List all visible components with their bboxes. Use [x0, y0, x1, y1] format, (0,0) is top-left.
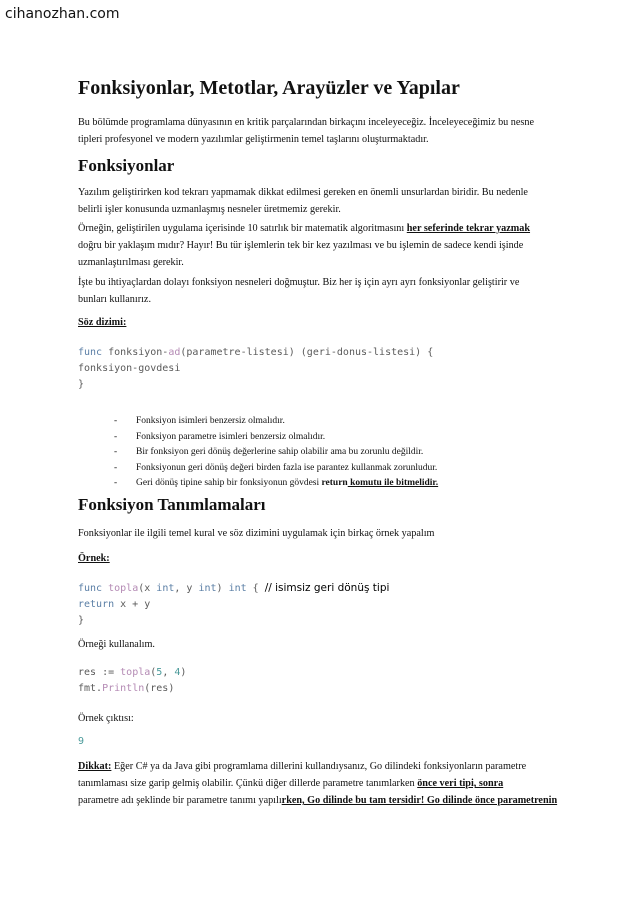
list-item [114, 461, 438, 477]
section2-intro: Fonksiyonlar ile ilgili temel kural ve söz dizimini uygulamak için birkaç örnek yapalım [78, 528, 435, 539]
code-keyword: return [78, 599, 115, 610]
code-function-name: Println [102, 683, 145, 694]
code-function-name: topla [120, 667, 151, 678]
code-text: ) [216, 583, 229, 594]
emphasis-text: rken, Go dilinde bu tam tersidir! Go dilinde önce parametrenin [281, 795, 558, 806]
paragraph-line: Yazılım geliştirirken kod tekrarı yapmamak dikkat edilmesi gereken en önemli unsurlardan biridir. Bu nedenle [78, 187, 528, 198]
code-text: , y [174, 583, 199, 594]
page-title: Fonksiyonlar, Metotlar, Arayüzler ve Yapılar [78, 77, 460, 99]
paragraph-2 [78, 220, 530, 271]
paragraph-line: doğru bir yaklaşım mıdır? Hayır! Bu tür işlemlerin tek bir kez yazılması ve bu işlemin de sadece kendi işinde [78, 240, 524, 251]
syntax-label [78, 314, 126, 331]
text-run: Örneğin, geliştirilen uygulama içerisinde 10 satırlık bir matematik algoritmasını [78, 223, 407, 234]
code-text: x + y [114, 599, 151, 610]
code-text: ) [180, 667, 187, 678]
intro-paragraph [78, 114, 534, 148]
list-item [114, 445, 438, 461]
intro-line: Bu bölümde programlama dünyasının en kritik parçalarından birkaçını inceleyeceğiz. İnceleyeceğimiz bu nesne [78, 117, 534, 128]
code-text: , [162, 667, 175, 678]
output-code-block [78, 734, 84, 750]
list-item-text: Fonksiyon parametre isimleri benzersiz olmalıdır. [136, 431, 326, 442]
paragraph-line [78, 792, 557, 809]
emphasis-text: önce veri tipi, sonra [417, 778, 504, 789]
text-run: tanımlaması size garip gelmiş olabilir. Çünkü diğer dillerde parametre tanımlarken [78, 778, 418, 789]
example-label-text: Örnek: [78, 553, 110, 564]
list-item [114, 414, 438, 430]
bullet-dash: - [114, 462, 118, 473]
paragraph-line [78, 758, 557, 775]
code-highlight: ad [168, 347, 181, 358]
code-text: fmt. [78, 683, 103, 694]
code-output-value: 9 [78, 736, 85, 747]
code-text: res := [78, 667, 121, 678]
code-line [78, 345, 433, 361]
paragraph-line [78, 220, 530, 237]
site-watermark: cihanozhan.com [5, 6, 120, 22]
code-line: } [78, 615, 85, 626]
emphasis-text: return [321, 478, 348, 488]
text-run: Eğer C# ya da Java gibi programlama dillerini kullandıysanız, Go dilindeki fonksiyonların parametre [111, 761, 527, 772]
code-type: int [156, 583, 175, 594]
code-line [78, 681, 186, 697]
syntax-label-text: Söz dizimi: [78, 317, 127, 328]
dikkat-label: Dikkat: [78, 761, 112, 772]
code-text: (parametre-listesi) (geri-donus-listesi) { [180, 347, 434, 358]
code-text: fonksiyon- [102, 347, 169, 358]
code-line [78, 597, 389, 613]
code-line [78, 580, 389, 597]
code-keyword: func [78, 347, 103, 358]
example-label [78, 550, 110, 567]
code-comment: // isimsiz geri dönüş tipi [264, 582, 390, 594]
list-item [114, 476, 438, 492]
intro-line: tipleri profesyonel ve modern yazılımlar geliştirmenin temel taşlarını oluşturmaktadır. [78, 134, 429, 145]
section-heading-tanimlamalar: Fonksiyon Tanımlamaları [78, 495, 266, 514]
code-number: 4 [174, 667, 181, 678]
list-item-text: Fonksiyonun geri dönüş değeri birden fazla ise parantez kullanmak zorunludur. [136, 462, 438, 473]
paragraph-line: uzmanlaştırılması gerekir. [78, 257, 184, 268]
bullet-dash: - [114, 416, 118, 426]
paragraph-1 [78, 184, 528, 218]
dikkat-paragraph [78, 758, 557, 809]
code-line: fonksiyon-govdesi [78, 363, 181, 374]
bullet-dash: - [114, 431, 118, 442]
bullet-dash: - [114, 478, 118, 488]
code-keyword: func [78, 583, 103, 594]
text-run: parametre adı [78, 795, 134, 806]
example-code-block [78, 580, 389, 629]
code-line [78, 665, 186, 681]
code-line: } [78, 379, 85, 390]
list-item-text: Bir fonksiyon geri dönüş değerlerine sahip olabilir ama bu zorunlu değildir. [136, 447, 424, 457]
code-text: (res) [144, 683, 175, 694]
text-run: şeklinde bir parametre tanımı yapılı [133, 795, 282, 806]
paragraph-line [78, 775, 557, 792]
usage-code-block [78, 665, 186, 697]
emphasis-text: her seferinde tekrar yazmak [406, 223, 531, 234]
code-text: { [246, 583, 259, 594]
output-label: Örnek çıktısı: [78, 713, 134, 724]
paragraph-3 [78, 274, 519, 308]
code-type: int [198, 583, 217, 594]
bullet-dash: - [114, 447, 118, 457]
code-text: ( [150, 667, 157, 678]
text-run: Geri dönüş tipine sahip bir fonksiyonun gövdesi [136, 478, 322, 488]
paragraph-line: İşte bu ihtiyaçlardan dolayı fonksiyon nesneleri doğmuştur. Biz her iş için ayrı ayrı fonksiyonlar geliştirir ve [78, 277, 520, 288]
paragraph-line: belirli işler konusunda uzmanlaşmış nesneler üretmemiz gerekir. [78, 204, 341, 215]
rules-list [114, 414, 438, 492]
code-number: 5 [156, 667, 163, 678]
paragraph-line: bunları kullanırız. [78, 294, 151, 305]
code-function-name: topla [108, 583, 139, 594]
code-type: int [228, 583, 247, 594]
list-item [114, 430, 438, 446]
syntax-code-block [78, 345, 433, 393]
section-heading-fonksiyonlar: Fonksiyonlar [78, 156, 175, 175]
list-item-text: Fonksiyon isimleri benzersiz olmalıdır. [136, 416, 285, 426]
code-text: (x [138, 583, 157, 594]
emphasis-text: komutu ile bitmelidir. [347, 478, 439, 488]
usage-label: Örneği kullanalım. [78, 639, 155, 650]
list-item-text [136, 476, 438, 492]
